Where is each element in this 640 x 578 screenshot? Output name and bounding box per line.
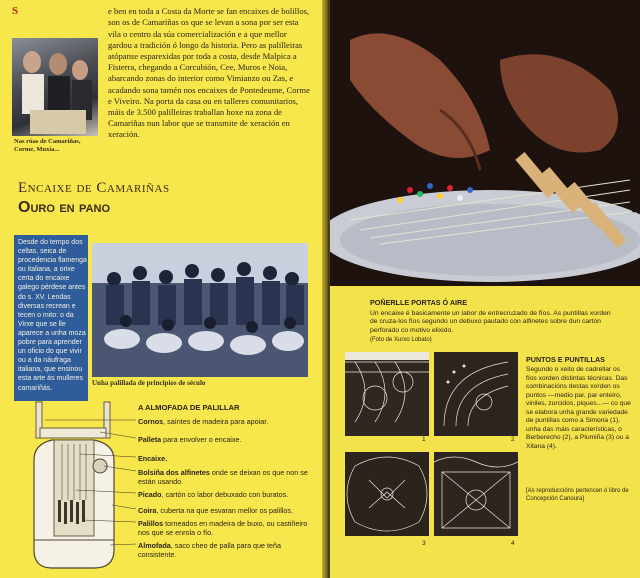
photo-caption-heading: POÑERLLE PORTAS Ó AIRE xyxy=(370,298,468,307)
diagram-desc: onde se deixan os que non se están usando. xyxy=(138,468,308,486)
pillow-diagram xyxy=(30,400,130,572)
diagram-item xyxy=(138,490,318,499)
lace-sample-2 xyxy=(434,352,518,436)
diagram-term: Palleta xyxy=(138,435,162,444)
diagram-term: Palillos xyxy=(138,519,164,528)
diagram-heading: A ALMOFADA DE PALILLAR xyxy=(138,403,240,412)
diagram-desc: , saco cheo de palla para que teña consistente. xyxy=(138,541,282,559)
diagram-desc: torneados en madeira de buxo, ou castiñeiro nos que se enrola o fío. xyxy=(138,519,308,537)
photo1-caption: Nas rúas de Camariñas, Corme, Muxía... xyxy=(14,138,81,153)
group-photo-caption: Unha palillada de principios de século xyxy=(92,379,206,387)
diagram-desc: para envolver o encaixe. xyxy=(161,435,242,444)
diagram-desc: , saíntes de madeira para apoiar. xyxy=(163,417,269,426)
puntos-text: Segundo o xeito de cadrellar os fíos xorden distintas técnicas. Das combinacións destas xorden os puntos —medio par, par enteiro, viniles, zurcidos, piques...— co que se elabora unha grande variedade de puntillas como a Simona (1), unha das máis características, o Berberecho (2), a Plumiña (3) ou a Xitana (4). xyxy=(526,366,631,450)
diagram-term: Bolsiña dos alfinetes xyxy=(138,468,210,477)
diagram-term: Coira xyxy=(138,506,157,515)
section-title: Encaixe de Camariñas xyxy=(18,180,170,196)
lace-sample-1 xyxy=(345,352,429,436)
lace-sample-4 xyxy=(434,452,518,536)
diagram-term: Cornos xyxy=(138,417,164,426)
diagram-desc: , cuberta na que esvaran mellor os palillos. xyxy=(156,506,294,515)
diagram-item xyxy=(138,468,318,486)
diagram-item xyxy=(138,454,318,463)
diagram-item xyxy=(138,506,318,515)
history-text: Desde do tempo dos celtas, seica de procedencia flamenga ou italiana, a orixe certa do encaixe galego pérdese antes do s. XV. Lendas diversas recrean e tecen o mito: o da Virxe que se lle aparece a unha moza pobre para aprender un oficio do que vivir ou a da náufraga italiana, que ensinou esta arte ás mulleres camariñás. xyxy=(18,239,87,392)
intro-body: e ben en toda a Costa da Morte se fan encaixes de bolillos, son os de Camariñas os que se levan a sona por ser esta vila o centro da súa comercialización e a que mellor gardou a tradición ó longo da historia. Pero as palilleiras atópanse esparexidas por toda a costa, desde Malpica a Fisterra, chegando a Corcubión, Cee, Muros e Noia, abarcando zonas do interior como Vimianzo ou Zas, e acadando sona tamén nos encaixes de Pontedeume, Corme e Viveiro. Na porta da casa ou en talleres comunitarios, máis de 3.500 palilleiras traballan hoxe na zona de Camariñas nun labor que se transmite de xeración en xeración. xyxy=(108,6,310,140)
sample-number-2: 2 xyxy=(511,436,515,443)
intro-drop-letter: S xyxy=(12,5,19,17)
hands-lace-pillow-photo xyxy=(330,0,640,286)
diagram-item xyxy=(138,435,318,444)
diagram-term: Picado xyxy=(138,490,162,499)
group-lacemakers-photo xyxy=(92,243,308,377)
sample-number-4: 4 xyxy=(511,540,515,547)
diagram-item xyxy=(138,417,318,426)
diagram-item xyxy=(138,519,318,537)
sample-number-3: 3 xyxy=(422,540,426,547)
puntos-credit: [As reproduccións pertencen ó libro de Concepción Canoura] xyxy=(526,488,629,502)
photo-caption-text: Un encaixe é basicamente un labor de entrecruzado de fíos. As puntillas xorden de cruza-los fíos segundo un debuxo pautado con alfinetes sobre dun cartón perforado co motivo elixido. xyxy=(370,310,611,334)
section-subtitle: Ouro en pano xyxy=(18,199,111,216)
right-page xyxy=(330,0,640,578)
sample-number-1: 1 xyxy=(422,436,426,443)
bookmark-marker: ▪ xyxy=(632,206,636,216)
intro-text xyxy=(12,6,312,141)
puntos-heading: PUNTOS E PUNTILLAS xyxy=(526,355,605,364)
lace-sample-3 xyxy=(345,452,429,536)
diagram-desc: , cartón co labor debuxado con buratos. xyxy=(161,490,289,499)
diagram-term: Encaixe. xyxy=(138,454,168,463)
diagram-term: Almofada xyxy=(138,541,171,550)
photo-credit: (Foto de Xurxo Lobato) xyxy=(370,337,432,343)
diagram-item xyxy=(138,541,318,559)
